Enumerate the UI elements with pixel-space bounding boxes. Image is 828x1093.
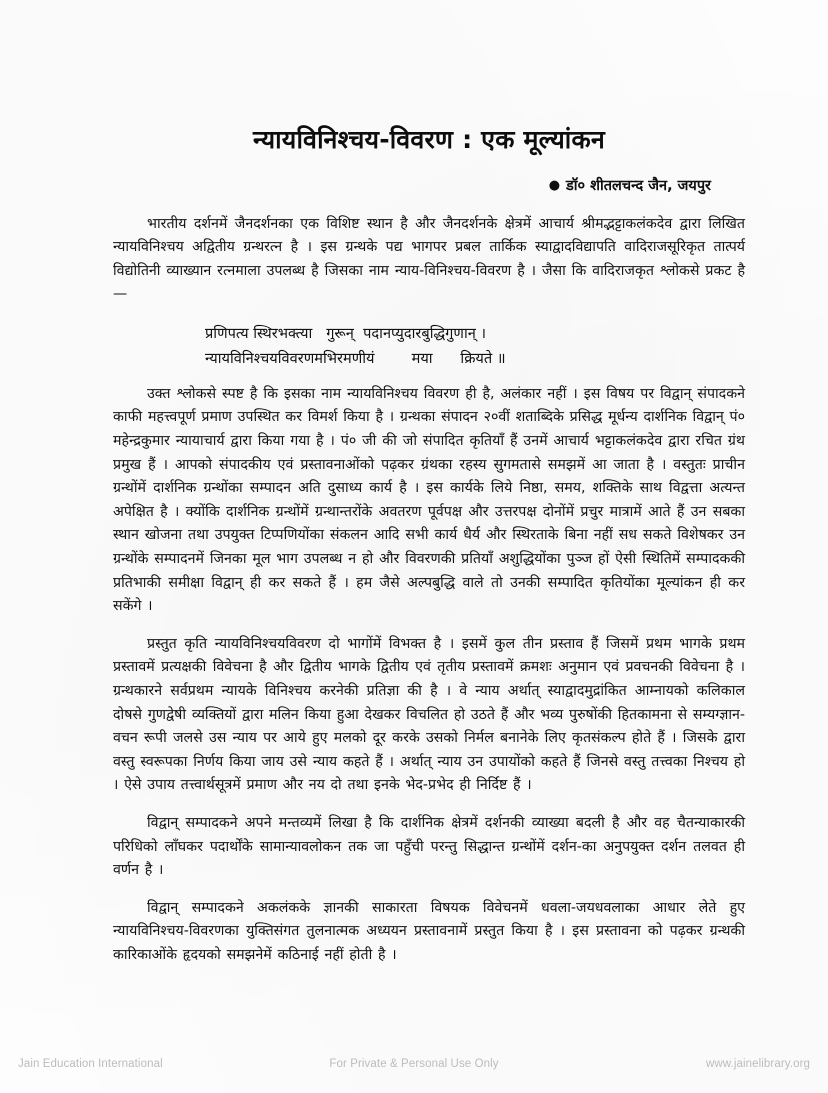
bullet-icon: ●: [548, 177, 561, 193]
paragraph-3: प्रस्तुत कृति न्यायविनिश्चयविवरण दो भागोंमें विभक्त है । इसमें कुल तीन प्रस्ताव हैं जिसमें प्रथम भागके प्रथम प्रस्तावमें प्रत्यक्षकी विवेचना है और द्वितीय भागके द्वितीय एवं तृतीय प्रस्तावमें क्रमशः अनुमान एवं प्रवचनकी विवेचना है । ग्रन्थकारने सर्वप्रथम न्यायके विनिश्चय करनेकी प्रतिज्ञा की है । वे न्याय अर्थात् स्याद्वादमुद्रांकित आम्नायको कलिकाल दोषसे गुणद्वेषी व्यक्तियों द्वारा मलिन किया हुआ देखकर विचलित हो उठते हैं और भव्य पुरुषोंकी हितकामना से सम्यग्ज्ञान-वचन रूपी जलसे उस न्याय पर आये हुए मलको दूर करके उसको निर्मल बनानेके लिए कृतसंकल्प होते हैं । जिसके द्वारा वस्तु स्वरूपका निर्णय किया जाय उसे न्याय कहते हैं । अर्थात् न्याय उन उपायोंको कहते हैं जिनसे वस्तु तत्त्वका निश्चय हो । ऐसे उपाय तत्त्वार्थसूत्रमें प्रमाण और नय दो तथा इनके भेद-प्रभेद ही निर्दिष्ट हैं ।: [113, 635, 745, 794]
author-name: डॉ० शीतलचन्द जैन, जयपुर: [566, 177, 711, 194]
footer-organization: Jain Education International: [18, 1058, 163, 1070]
sanskrit-verse: [113, 321, 745, 371]
verse-line-1: प्रणिपत्य स्थिरभक्त्या गुरून् पदानप्युदारबुद्धिगुणान् ।: [205, 324, 486, 342]
page-title: न्यायविनिश्चय-विवरण : एक मूल्यांकन: [253, 125, 605, 154]
paragraph-1: भारतीय दर्शनमें जैनदर्शनका एक विशिष्ट स्थान है और जैनदर्शनके क्षेत्रमें आचार्य श्रीमद्भट्टाकलंकदेव द्वारा लिखित न्यायविनिश्चय अद्वितीय ग्रन्थरत्न है । इस ग्रन्थके पद्य भागपर प्रबल तार्किक स्याद्वादविद्यापति वादिराजसूरिकृत तात्पर्य विद्योतिनी व्याख्यान रत्नमाला उपलब्ध है जिसका नाम न्याय-विनिश्चय-विवरण है । जैसा कि वादिराजकृत श्लोकसे प्रकट है—: [113, 215, 745, 303]
paragraph-5: विद्वान् सम्पादकने अकलंकके ज्ञानकी साकारता विषयक विवेचनमें धवला-जयधवलाका आधार लेते हुए न्यायविनिश्चय-विवरणका युक्तिसंगत तुलनात्मक अध्ययन प्रस्तावनामें प्रस्तुत किया है । इस प्रस्तावना को पढ़कर ग्रन्थकी कारिकाओंके हृदयको समझनेमें कठिनाई नहीं होती है ।: [113, 899, 745, 963]
page-content: [113, 0, 745, 968]
verse-line-2: न्यायविनिश्चयविवरणमभिरमणीयं मया क्रियते ॥: [205, 349, 506, 367]
footer-website-link[interactable]: www.jainelibrary.org: [705, 1058, 810, 1070]
author-byline: [113, 155, 745, 195]
page-footer: [0, 1053, 828, 1075]
paragraph-4: विद्वान् सम्पादकने अपने मन्तव्यमें लिखा है कि दार्शनिक क्षेत्रमें दर्शनकी व्याख्या बदली है और वह चैतन्याकारकी परिधिको लाँघकर पदार्थोंके सामान्यावलोकन तक जा पहुँची परन्तु सिद्धान्त ग्रन्थोंमें दर्शन-का अनुपयुक्त दर्शन तलवत ही वर्णन है ।: [113, 814, 746, 879]
body-text: [113, 195, 745, 968]
paragraph-2: उक्त श्लोकसे स्पष्ट है कि इसका नाम न्यायविनिश्चय विवरण ही है, अलंकार नहीं । इस विषय पर विद्वान् संपादकने काफी महत्त्वपूर्ण प्रमाण उपस्थित कर विमर्श किया है । ग्रन्थका संपादन २०वीं शताब्दिके प्रसिद्ध मूर्धन्य दार्शनिक विद्वान् पं० महेन्द्रकुमार न्यायाचार्य द्वारा किया गया है । पं० जी की जो संपादित कृतियाँ हैं उनमें आचार्य भट्टाकलंकदेव द्वारा रचित ग्रंथ प्रमुख हैं । आपको संपादकीय एवं प्रस्तावनाओंको पढ़कर ग्रंथका रहस्य सुगमतासे समझमें आ जाता है । वस्तुतः प्राचीन ग्रन्थोंमें दार्शनिक ग्रन्थोंका सम्पादन अति दुसाध्य कार्य है । इस कार्यके लिये निष्ठा, समय, शक्तिके साथ विद्वत्ता अत्यन्त अपेक्षित है । क्योंकि दार्शनिक ग्रन्थोंमें ग्रन्थान्तरोंके अवतरण पूर्वपक्ष और उत्तरपक्ष दोनोंमें प्रचुर मात्रामें आते हैं उन सबका स्थान खोजना तथा उपयुक्त टिप्पणियोंका संकलन आदि सभी कार्य धैर्य और स्थिरताके बिना नहीं सध सकते विशेषकर उन ग्रन्थोंके सम्पादनमें जिनका मूल भाग उपलब्ध न हो और विवरणकी प्रतियाँ अशुद्धियोंका पुञ्ज हों ऐसी स्थितिमें सम्पादककी प्रतिभाकी समीक्षा विद्वान् ही कर सकते हैं । हम जैसे अल्पबुद्धि वाले तो उनकी सम्पादित कृतियोंका मूल्यांकन ही कर सकेंगे ।: [113, 385, 745, 615]
footer-usage-notice: For Private & Personal Use Only: [329, 1058, 499, 1070]
